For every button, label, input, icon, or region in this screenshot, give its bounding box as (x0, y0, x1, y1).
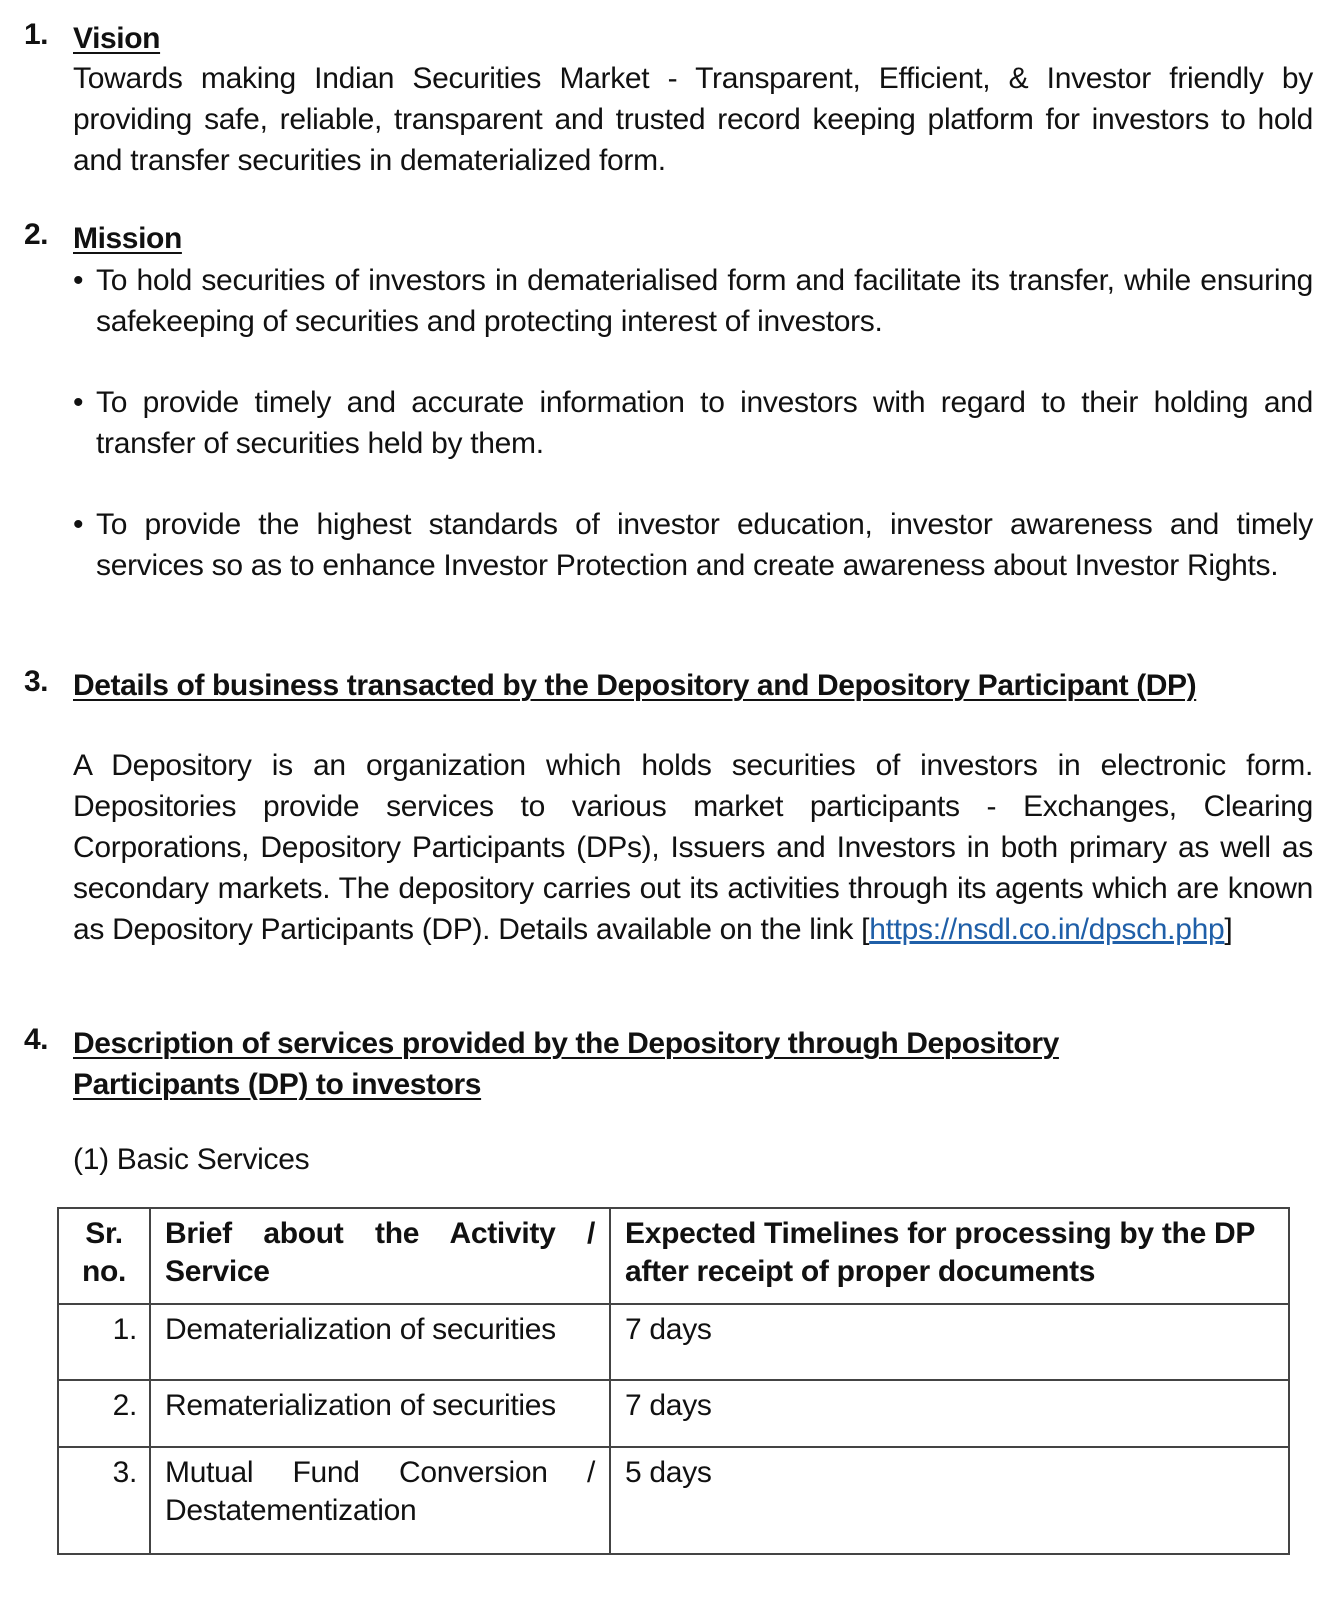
bullet-text: To provide the highest standards of investor education, investor awareness and timely services so as to enhance Investor Protection and create awareness about Investor Rights. (96, 508, 1313, 582)
section-number: 3. (24, 665, 49, 698)
bullet-text: To provide timely and accurate information to investors with regard to their holding and transfer of securities held by them. (96, 386, 1313, 460)
cell-timeline: 7 days (610, 1380, 1289, 1447)
section-heading: Description of services provided by the Depository through Depository Participants (DP) to investors (73, 1027, 1059, 1101)
header-sr-no: Sr. no. (58, 1208, 150, 1304)
section-number: 2. (24, 218, 49, 251)
bullet-text: To hold securities of investors in dematerialised form and facilitate its transfer, while ensuring safekeeping of securities and protecting interest of investors. (96, 264, 1313, 338)
bullet-icon: • (73, 508, 84, 541)
basic-services-table (57, 1207, 1290, 1555)
table-row (58, 1447, 1289, 1554)
bullet-icon: • (73, 264, 84, 297)
section-heading: Details of business transacted by the Depository and Depository Participant (DP) (73, 669, 1197, 702)
table-row (58, 1380, 1289, 1447)
bullet-icon: • (73, 386, 84, 419)
cell-timeline: 5 days (610, 1447, 1289, 1554)
header-timelines: Expected Timelines for processing by the DP after receipt of proper documents (610, 1208, 1289, 1304)
section-heading: Vision (73, 22, 161, 55)
link-suffix: ] (1224, 913, 1233, 946)
cell-sr-no: 1. (58, 1304, 150, 1380)
cell-activity: Mutual Fund Conversion / Destatementization (150, 1447, 610, 1554)
cell-activity: Dematerialization of securities (150, 1304, 610, 1380)
section-heading: Mission (73, 222, 182, 255)
link-prefix: link [ (809, 913, 870, 946)
section-number: 4. (24, 1023, 49, 1056)
cell-activity: Rematerialization of securities (150, 1380, 610, 1447)
vision-paragraph: Towards making Indian Securities Market - Transparent, Efficient, & Investor friendly by providing safe, reliable, transparent and trusted record keeping platform for investors to hold and transfer securities in dematerialized form. (73, 62, 1313, 177)
business-paragraph (73, 745, 1313, 950)
cell-sr-no: 3. (58, 1447, 150, 1554)
cell-sr-no: 2. (58, 1380, 150, 1447)
header-activity: Brief about the Activity / Service (150, 1208, 610, 1304)
table-row (58, 1304, 1289, 1380)
table-header-row (58, 1208, 1289, 1304)
basic-services-subheading: (1) Basic Services (73, 1143, 310, 1176)
dp-schedule-link[interactable]: https://nsdl.co.in/dpsch.php (869, 913, 1225, 946)
business-paragraph-text: A Depository is an organization which holds securities of investors in electronic form. Depositories provide services to various market participants - Exchanges, Clearing Corporations, Depository Participants (DPs), Issuers and Investors in both primary as well as secondary markets. The depository carries out its activities through its agents which are known as Depository Participants (DP). Details available on the (73, 749, 1313, 946)
cell-timeline: 7 days (610, 1304, 1289, 1380)
section-number: 1. (24, 18, 49, 51)
